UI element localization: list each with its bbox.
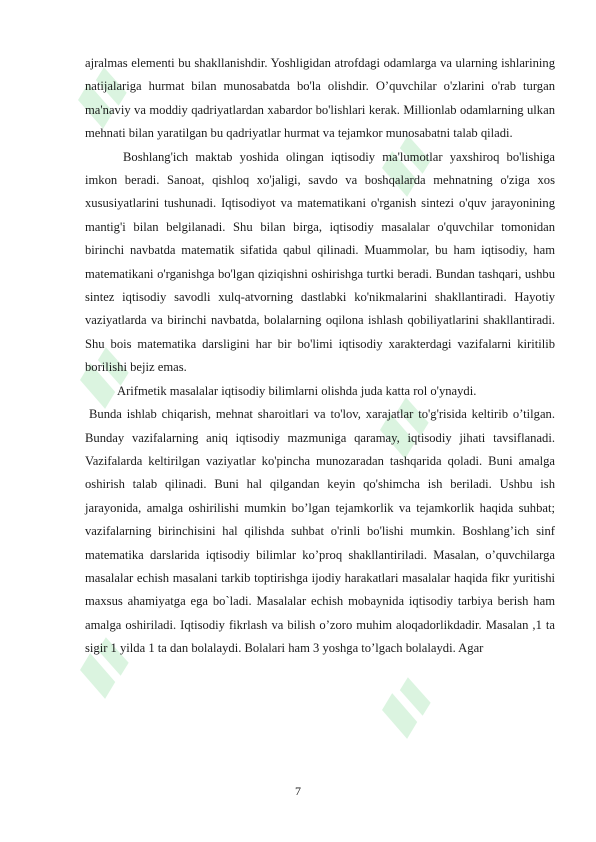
watermark-logo-icon <box>375 675 440 741</box>
page-number: 7 <box>295 784 301 798</box>
paragraph-2: Boshlang'ich maktab yoshida olingan iqtisodiy ma'lumotlar yaxshiroq bo'lishiga imkon beradi. Sanoat, qishloq xo'jaligi, savdo va boshqalarda mehnatning o'ziga xos xususiyatlarini tushunadi. Iqtisodiyot va matematikani o'rganish sintezi o'quv jarayonining mantig'i bilan belgilanadi. Shu bilan birga, iqtisodiy masalalar o'quvchilar tomonidan birinchi navbatda matematik sifatida qabul qilinadi. Muammolar, bu ham iqtisodiy, ham matematikani o'rganishga bo'lgan qiziqishni oshirishga turtki beradi. Bundan tashqari, ushbu sintez iqtisodiy savodli xulq-atvorning dastlabki ko'nikmalarini shakllantiradi. Hayotiy vaziyatlarda va birinchi navbatda, bolalarning oqilona ishlash qobiliyatlarini shakllantiradi. Shu bois matematika darsligini har bir bo'limi iqtisodiy xarakterdagi vazifalarni kiritilib borilishi bejiz emas. <box>85 149 555 375</box>
paragraph-1: ajralmas elementi bu shakllanishdir. Yoshligidan atrofdagi odamlarga va ularning ishlarining natijalariga hurmat bilan munosabatda bo'la olishdir. O’quvchilar o'zlarini o'rab turgan ma'naviy va moddiy qadriyatlardan xabardor bo'lishlari kerak. Millionlab odamlarning ulkan mehnati bilan yaratilgan bu qadriyatlar hurmat va tejamkor munosabatni talab qiladi. <box>85 56 555 141</box>
body-text <box>85 52 555 661</box>
paragraph-4: Bunda ishlab chiqarish, mehnat sharoitlari va to'lov, xarajatlar to'g'risida keltirib o’tilgan. Bunday vazifalarning aniq iqtisodiy mazmuniga qaramay, iqtisodiy jihati tavsiflanadi. Vazifalarda keltirilgan vaziyatlar ko'pincha munozaradan tashqarida qoladi. Buni amalga oshirish talab qilinadi. Buni hal qilgandan keyin qo'shimcha ish beriladi. Ushbu ish jarayonida, amalga oshirilishi mumkin bo’lgan tejamkorlik va tejamkorlik haqida suhbat; vazifalarning birinchisini hal qilishda suhbat o'rinli bo'lishi mumkin. Boshlang’ich sinf matematika darslarida iqtisodiy bilimlar ko’proq shakllantiriladi. Masalan, o’quvchilarga masalalar echish masalani tarkib toptirishga ijodiy harakatlari masalalar haqida fikr yuritishi maxsus ahamiyatga ega bo`ladi. Masalalar echish mobaynida iqtisodiy tarbiya berish ham amalga oshiriladi. Iqtisodiy fikrlash va bilish o’zoro muhim aloqadorlikdadir. Masalan ,1 ta sigir 1 yilda 1 ta dan bolalaydi. Bolalari ham 3 yoshga to’lgach bolalaydi. Agar <box>85 407 555 656</box>
paragraph-3: Arifmetik masalalar iqtisodiy bilimlarni olishda juda katta rol o'ynaydi. <box>117 383 477 398</box>
